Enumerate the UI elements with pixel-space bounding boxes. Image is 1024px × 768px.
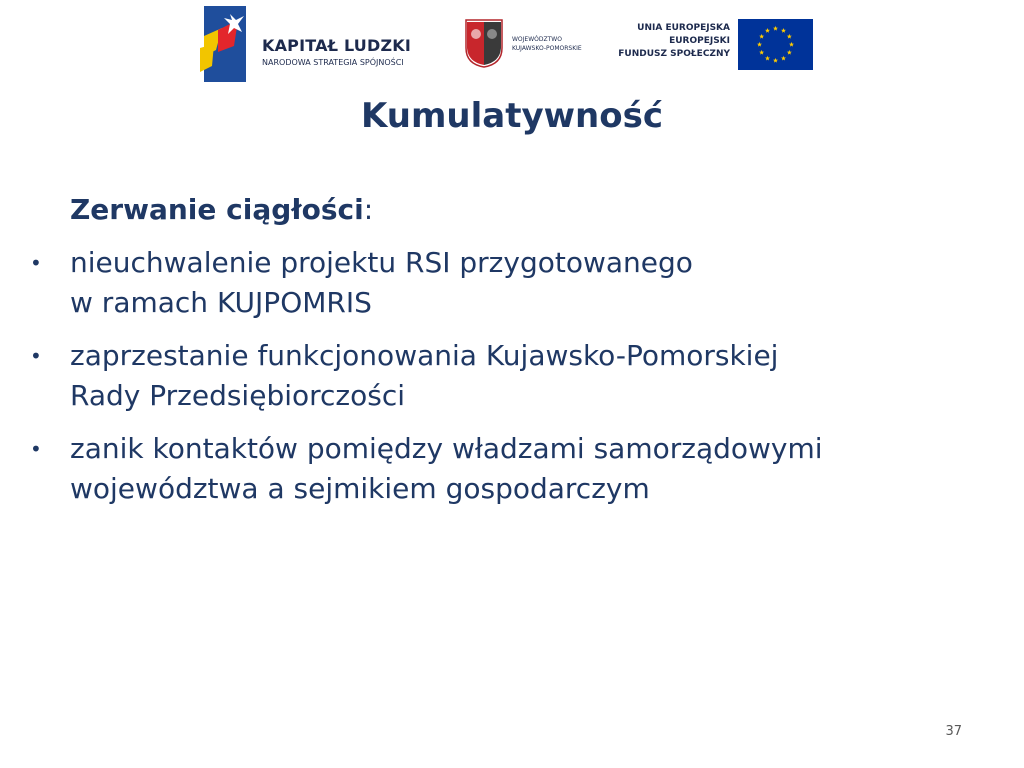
subheading-colon: : xyxy=(363,193,374,226)
bullet-text-line: Rady Przedsiębiorczości xyxy=(70,379,406,412)
bullet-item xyxy=(28,429,1008,509)
wojewodztwo-logo xyxy=(464,18,614,74)
slide-content xyxy=(28,190,1008,509)
kapital-ludzki-title: KAPITAŁ LUDZKI xyxy=(262,36,412,55)
eu-fund-label-1: EUROPEJSKI xyxy=(669,36,730,46)
eu-flag-icon xyxy=(738,19,813,70)
wojewodztwo-label: WOJEWÓDZTWO xyxy=(512,36,562,43)
bullet-text-line: w ramach KUJPOMRIS xyxy=(70,286,372,319)
bullet-icon: • xyxy=(30,251,42,275)
eu-fund-label-2: FUNDUSZ SPOŁECZNY xyxy=(618,49,730,59)
bullet-text-line: zanik kontaktów pomiędzy władzami samorządowymi xyxy=(70,432,823,465)
slide-title: Kumulatywność xyxy=(361,96,663,136)
eu-union-label: UNIA EUROPEJSKA xyxy=(637,23,730,33)
logo-bar xyxy=(0,0,1024,92)
bullet-list xyxy=(28,243,1008,509)
eu-text xyxy=(610,22,730,61)
bullet-text-line: zaprzestanie funkcjonowania Kujawsko-Pomorskiej xyxy=(70,339,779,372)
bullet-item xyxy=(28,336,1008,416)
kapital-ludzki-logo xyxy=(200,6,450,86)
kapital-ludzki-subtitle: NARODOWA STRATEGIA SPÓJNOŚCI xyxy=(262,58,404,67)
bullet-icon: • xyxy=(30,344,42,368)
wojewodztwo-coat-of-arms-icon xyxy=(464,18,504,68)
bullet-icon: • xyxy=(30,437,42,461)
page-number: 37 xyxy=(945,724,962,739)
bullet-item xyxy=(28,243,1008,323)
subheading-text: Zerwanie ciągłości xyxy=(70,193,364,226)
bullet-text-line: województwa a sejmikiem gospodarczym xyxy=(70,472,650,505)
bullet-text-line: nieuchwalenie projektu RSI przygotowanego xyxy=(70,246,693,279)
subheading xyxy=(70,190,1008,230)
wojewodztwo-name: KUJAWSKO-POMORSKIE xyxy=(512,45,582,52)
kapital-ludzki-emblem-icon xyxy=(200,6,246,82)
